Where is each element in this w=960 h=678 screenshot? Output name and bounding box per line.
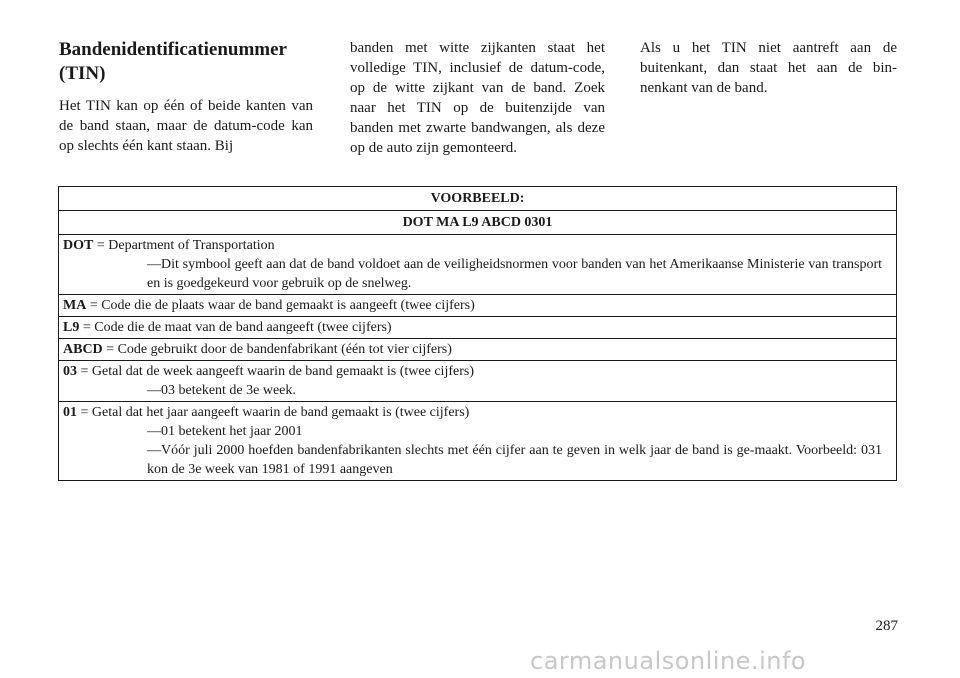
definition-line [63,340,892,359]
table-cell [59,317,897,339]
definition-line [63,236,892,255]
table-example-code: DOT MA L9 ABCD 0301 [59,211,897,235]
table-title: VOORBEELD: [59,187,897,211]
tin-code: MA [63,298,87,313]
table-example-row [59,211,897,235]
explanation-line: —03 betekent de 3e week. [147,383,296,398]
heading-line-2: (TIN) [59,63,106,84]
explanation-line: —Vóór juli 2000 hoefden bandenfabrikanten slechts met één cijfer aan te geven in welk jaar de band is ge-maakt. Voorbeeld: 031 kon de 3e week van 1981 of 1991 aangeven [147,443,882,477]
definition-line [63,318,892,337]
tin-code-definition: = Getal dat het jaar aangeeft waarin de band gemaakt is (twee cijfers) [80,405,470,420]
table-title-row [59,187,897,211]
tin-code: L9 [63,320,80,335]
tin-code-definition: = Code die de plaats waar de band gemaakt is aangeeft (twee cijfers) [89,298,475,313]
table-row [59,235,897,295]
definition-line [63,362,892,381]
tin-example-table [58,186,897,481]
column-1 [59,38,313,156]
table-cell [59,235,897,295]
table-cell [59,339,897,361]
table-cell [59,361,897,402]
column-3-paragraph: Als u het TIN niet aantreft aan de buitenkant, dan staat het aan de bin-nenkant van de band. [640,40,897,96]
tin-code-definition: = Code die de maat van de band aangeeft (twee cijfers) [82,320,392,335]
table-cell [59,295,897,317]
column-2-paragraph: banden met witte zijkanten staat het volledige TIN, inclusief de datum-code, op de witte zijkant van de band. Zoek naar het TIN op de buitenzijde van banden met zwarte bandwangen, als deze op de auto zijn gemonteerd. [350,40,605,156]
section-heading [59,38,313,86]
tin-code-definition: = Code gebruikt door de bandenfabrikant (één tot vier cijfers) [106,342,452,357]
explanation-line: —Dit symbool geeft aan dat de band voldoet aan de veiligheidsnormen voor banden van het Amerikaanse Ministerie van transport en is goedgekeurd voor gebruik op de snelweg. [147,257,882,291]
table-row [59,339,897,361]
definition-line [63,296,892,315]
tin-code: 01 [63,405,77,420]
page-number: 287 [875,618,898,634]
explanation-line: —01 betekent het jaar 2001 [147,424,303,439]
column-1-paragraph: Het TIN kan op één of beide kanten van de band staan, maar de datum-code kan op slechts één kant staan. Bij [59,98,313,154]
table-row [59,317,897,339]
tin-code-definition: = Getal dat de week aangeeft waarin de band gemaakt is (twee cijfers) [80,364,474,379]
tin-code-definition: = Department of Transportation [96,238,275,253]
table-row [59,295,897,317]
column-2 [350,38,605,158]
column-3 [640,38,897,98]
tin-code: ABCD [63,342,103,357]
table-cell [59,402,897,481]
table-row [59,361,897,402]
tin-code: 03 [63,364,77,379]
tin-code: DOT [63,238,94,253]
table-row [59,402,897,481]
heading-line-1: Bandenidentificatienummer [59,39,287,60]
watermark: carmanualsonline.info [530,647,807,675]
definition-line [63,403,892,422]
